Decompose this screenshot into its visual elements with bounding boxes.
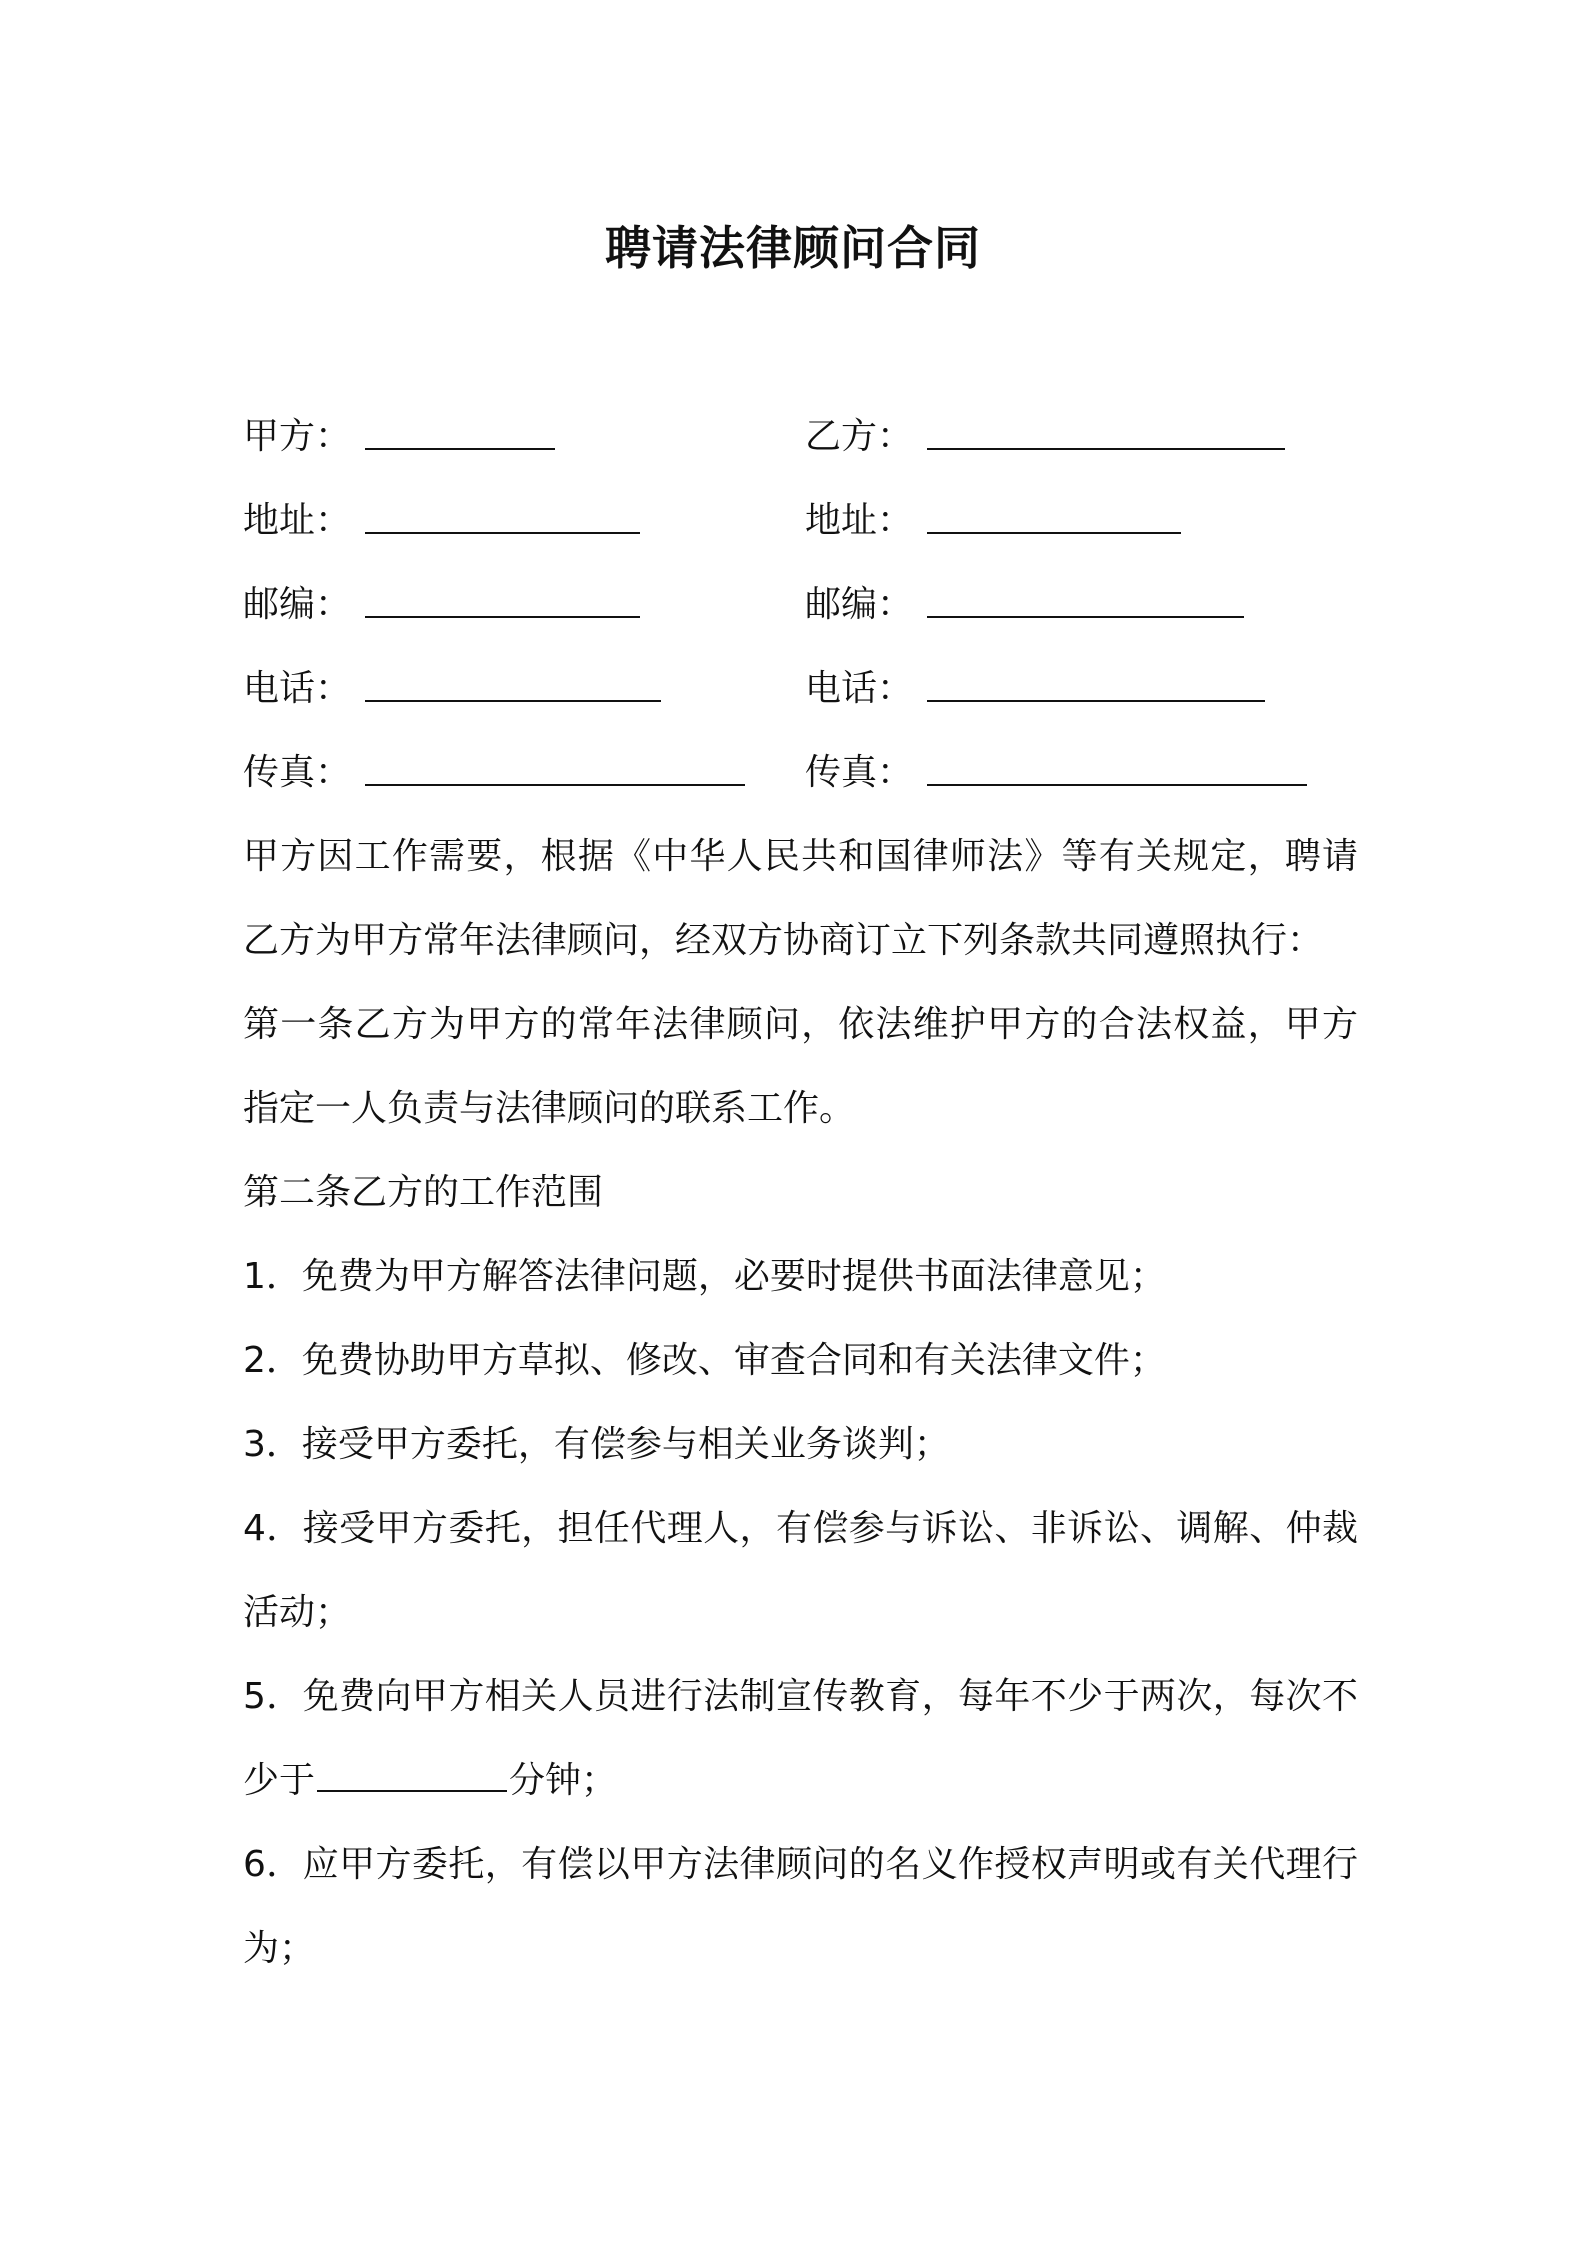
article-1-paragraph: 第一条乙方为甲方的常年法律顾问，依法维护甲方的合法权益，甲方指定一人负责与法律顾问的联系工作。 xyxy=(243,1004,1358,1129)
intro-paragraph: 甲方因工作需要，根据《中华人民共和国律师法》等有关规定，聘请乙方为甲方常年法律顾问，经双方协商订立下列条款共同遵照执行： xyxy=(243,836,1358,961)
party-a-zip-blank xyxy=(365,586,640,618)
article-2-heading: 第二条乙方的工作范围 xyxy=(243,1172,604,1213)
item-5-text-part-2: 分钟； xyxy=(509,1760,618,1801)
party-b-zip-blank xyxy=(927,586,1244,618)
article-2-item-1: 1．免费为甲方解答法律问题，必要时提供书面法律意见； xyxy=(243,1256,1166,1297)
party-b-zip-label: 邮编 xyxy=(805,584,878,625)
party-a-name-blank xyxy=(365,418,555,450)
party-b-name-blank xyxy=(927,418,1285,450)
party-a-name-field: 甲方： xyxy=(243,412,555,462)
party-b-name-label: 乙方 xyxy=(805,416,878,457)
party-b-address-blank xyxy=(927,502,1181,534)
article-2-item-3: 3．接受甲方委托，有偿参与相关业务谈判； xyxy=(243,1424,950,1465)
party-b-phone-field: 电话： xyxy=(805,664,1265,714)
party-b-zip-field: 邮编： xyxy=(805,580,1244,630)
document-title: 聘请法律顾问合同 xyxy=(605,221,981,275)
party-a-fax-blank xyxy=(365,754,745,786)
party-b-name-field: 乙方： xyxy=(805,412,1285,462)
party-a-zip-field: 邮编： xyxy=(243,580,640,630)
party-b-address-label: 地址 xyxy=(805,500,878,541)
party-a-fax-label: 传真 xyxy=(243,752,316,793)
party-a-fax-field: 传真： xyxy=(243,748,745,798)
party-a-address-field: 地址： xyxy=(243,496,640,546)
party-a-phone-label: 电话 xyxy=(243,668,316,709)
party-b-fax-label: 传真 xyxy=(805,752,878,793)
article-2-item-6: 6．应甲方委托，有偿以甲方法律顾问的名义作授权声明或有关代理行为； xyxy=(243,1844,1358,1969)
party-b-fax-field: 传真： xyxy=(805,748,1307,798)
party-b-address-field: 地址： xyxy=(805,496,1181,546)
article-2-item-4: 4．接受甲方委托，担任代理人，有偿参与诉讼、非诉讼、调解、仲裁活动； xyxy=(243,1508,1358,1633)
party-a-address-label: 地址 xyxy=(243,500,316,541)
party-a-zip-label: 邮编 xyxy=(243,584,316,625)
item-5-text-part-1: 5．免费向甲方相关人员进行法制宣传教育，每年不少于两次，每次不少于 xyxy=(243,1676,1358,1801)
article-2-item-2: 2．免费协助甲方草拟、修改、审查合同和有关法律文件； xyxy=(243,1340,1166,1381)
party-b-fax-blank xyxy=(927,754,1307,786)
party-a-phone-field: 电话： xyxy=(243,664,661,714)
article-2-item-5 xyxy=(243,1655,1358,1823)
party-a-phone-blank xyxy=(365,670,661,702)
minutes-blank xyxy=(317,1760,507,1792)
party-a-name-label: 甲方 xyxy=(243,416,316,457)
party-a-address-blank xyxy=(365,502,640,534)
contract-body xyxy=(243,815,1358,1991)
party-b-phone-blank xyxy=(927,670,1265,702)
party-b-phone-label: 电话 xyxy=(805,668,878,709)
